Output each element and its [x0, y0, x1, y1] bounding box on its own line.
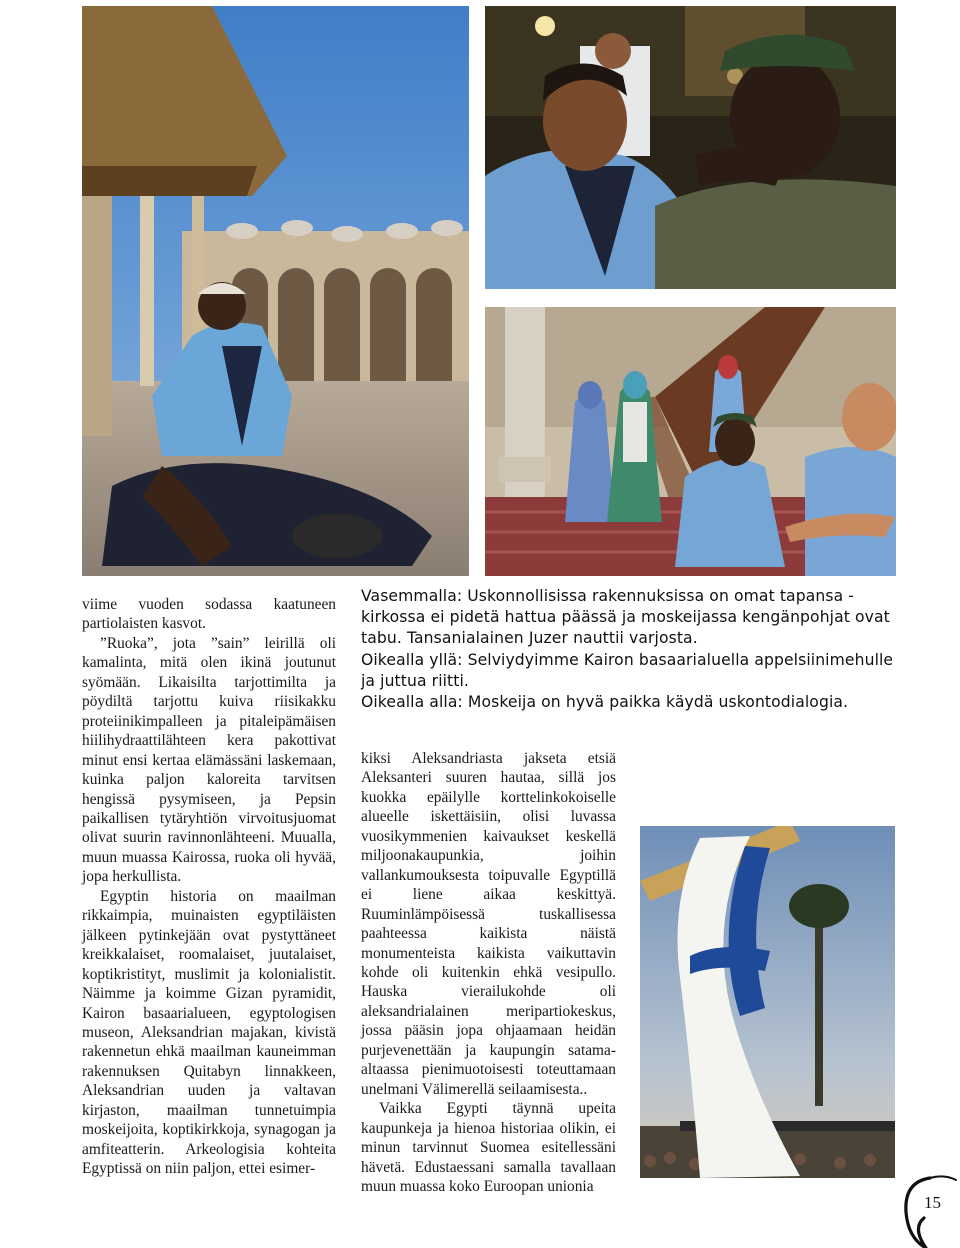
caption-right-top-photo: Oikealla yllä: Selviydyimme Kairon basaarialuella appelsiinimehulle ja juttua riitti.	[361, 650, 894, 690]
paragraph: ”Ruoka”, jota ”sain” leirillä oli kamalinta, mitä olen ikinä joutunut syömään. Likaisilta tarjottimilta ja pöydiltä tarjottu kuiva riisikakku proteiinikimpalleen ja pitaleipämäisen hiilihydraattilähteen kera pakottivat minut ensi kertaa elämässäni laskemaan, kuinka paljon kaloreita tarvitsen hengissä pysymiseen, ja Pepsin paikallisen tytäryhtiön virvoitusjuomat olivat suurin ravinnonlähteeni. Muualla, muun muassa Kairossa, ruoka oli hyvää, jopa herkullista.	[82, 634, 336, 886]
paragraph: Vaikka Egypti täynnä upeita kaupunkeja ja hienoa historiaa olikin, ei minun tarvinnut Suomea esitellessäni hävetä. Edustaessani samalla tavallaan muun muassa koko Euroopan unionia	[361, 1100, 616, 1195]
caption-left-photo: Vasemmalla: Uskonnollisissa rakennuksissa on omat tapansa - kirkossa ei pidetä hattua päässä ja moskeijassa kengänpohjat ovat tabu. Tansanialainen Juzer nauttii varjosta.	[361, 587, 890, 648]
photo-caption	[361, 586, 896, 713]
paragraph: Egyptin historia on maailman rikkaimpia, muinaisten egyptiläisten jälkeen pytinkejään ovat pystyttäneet kreikkalaiset, roomalaiset, juutalaiset, koptikristityt, muslimit ja kolonialistit. Näimme ja koimme Gizan pyramidit, Kairon basaarialueen, egyptologisen museon, Aleksandrian majakan, kivistä rakennetun ehkä maailman kauneimman rakennuksen Quitabyn linnakkeen, Aleksandrian uuden ja valtavan kirjaston, maailman tunnetuimpia moskeijoita, koptikirkkoja, synagogan ja amfiteatterin. Arkeologisia kohteita Egyptissä on niin paljon, ettei esimer-	[82, 887, 336, 1178]
photo-finnish-flag	[640, 826, 895, 1178]
page-number: 15	[924, 1193, 941, 1212]
photo-mosque-courtyard	[82, 6, 469, 576]
caption-right-bottom-photo: Oikealla alla: Moskeija on hyvä paikka käydä uskontodialogia.	[361, 693, 849, 712]
article-text-middle-column	[361, 749, 616, 1196]
paragraph: viime vuoden sodassa kaatuneen partiolaisten kasvot.	[82, 596, 336, 633]
article-text-left-column	[82, 595, 336, 1179]
photo-mosque-dialogue	[485, 307, 896, 576]
photo-cairo-bazaar	[485, 6, 896, 289]
paragraph: kiksi Aleksandriasta jakseta etsiä Aleksanteri suuren hautaa, sillä jos kuokka epäilylle korttelinkokoiselle alueelle iskettäisiin, olisi luvassa vuosikymmenien kaivaukset keskellä miljoonakaupunkia, joihin vallankumouksesta toipuvalle Egyptillä ei liene aikaa keskittyä. Ruuminlämpöisessä tuskallisessa paahteessa kaikista näistä monumenteista kaikista vaikuttavin kohde oli kuitenkin ehkä vesipullo. Hauska vierailukohde oli aleksandrialainen meripartiokeskus, jossa pääsin jopa ohjaamaan heidän purjevenettään ja kaupungin satama-altaassa pienimuotoisesti toteuttamaan unelmani Välimerellä seilaamisesta..	[361, 750, 616, 1098]
